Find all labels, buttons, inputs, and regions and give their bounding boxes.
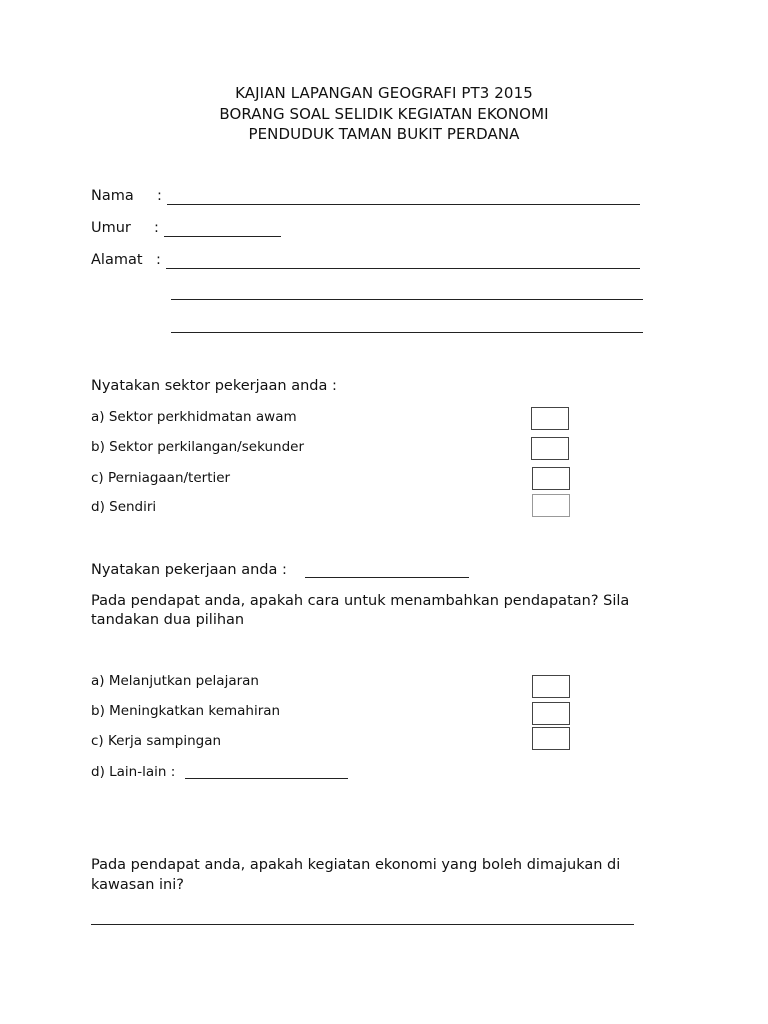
nama-field[interactable] (167, 204, 640, 205)
q3-prompt-line2: tandakan dua pilihan (91, 612, 245, 628)
form-title-line2: BORANG SOAL SELIDIK KEGIATAN EKONOMI (219, 105, 549, 123)
q3-option-d-label: d) Lain-lain : (91, 764, 176, 780)
form-title-line3: PENDUDUK TAMAN BUKIT PERDANA (248, 125, 520, 143)
q3-checkbox-a[interactable] (532, 675, 570, 698)
lain-lain-field[interactable] (185, 778, 348, 779)
q1-checkbox-a[interactable] (531, 407, 569, 430)
pekerjaan-field[interactable] (305, 577, 469, 578)
q1-option-a: a) Sektor perkhidmatan awam (91, 409, 297, 425)
alamat-label: Alamat (91, 252, 143, 268)
q2-prompt: Nyatakan pekerjaan anda : (91, 562, 287, 578)
q3-prompt-line1: Pada pendapat anda, apakah cara untuk menambahkan pendapatan? Sila (91, 593, 630, 609)
q4-prompt-line1: Pada pendapat anda, apakah kegiatan ekonomi yang boleh dimajukan di (91, 857, 621, 873)
kegiatan-ekonomi-field[interactable] (91, 924, 634, 925)
nama-label: Nama (91, 188, 134, 204)
alamat-field-line2[interactable] (171, 299, 643, 300)
q1-checkbox-b[interactable] (531, 437, 569, 460)
umur-field[interactable] (164, 236, 281, 237)
q3-checkbox-c[interactable] (532, 727, 570, 750)
form-title-line1: KAJIAN LAPANGAN GEOGRAFI PT3 2015 (235, 84, 533, 102)
nama-colon: : (157, 188, 162, 204)
q4-prompt-line2: kawasan ini? (91, 877, 184, 893)
alamat-field-line3[interactable] (171, 332, 643, 333)
q1-option-c: c) Perniagaan/tertier (91, 470, 231, 486)
q3-option-b: b) Meningkatkan kemahiran (91, 703, 281, 719)
umur-colon: : (154, 220, 159, 236)
q1-option-b: b) Sektor perkilangan/sekunder (91, 439, 305, 455)
q1-checkbox-d[interactable] (532, 494, 570, 517)
umur-label: Umur (91, 220, 131, 236)
q1-prompt: Nyatakan sektor pekerjaan anda : (91, 378, 337, 394)
alamat-colon: : (156, 252, 161, 268)
q3-option-c: c) Kerja sampingan (91, 733, 222, 749)
q1-checkbox-c[interactable] (532, 467, 570, 490)
q3-option-a: a) Melanjutkan pelajaran (91, 673, 259, 689)
alamat-field-line1[interactable] (166, 268, 640, 269)
q1-option-d: d) Sendiri (91, 499, 157, 515)
q3-checkbox-b[interactable] (532, 702, 570, 725)
